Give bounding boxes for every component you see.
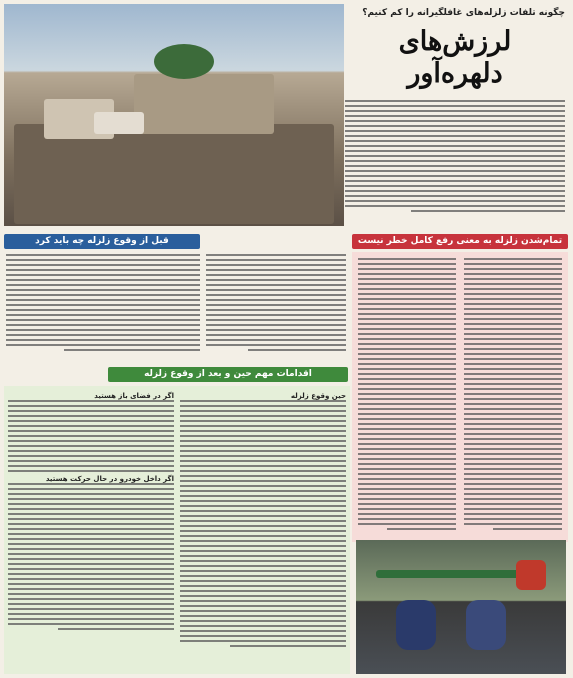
subhead-open-space: اگر در فضای باز هستید <box>94 392 174 400</box>
earthquake-drill-photo <box>356 540 566 674</box>
headline <box>345 26 565 90</box>
section-header-before-quake: قبل از وقوع زلزله چه باید کرد <box>4 234 200 249</box>
subhead-during-quake: حین وقوع زلزله <box>290 392 346 400</box>
before-quake-text <box>6 254 200 354</box>
lead-text <box>345 100 565 215</box>
headline-kicker: چگونه تلفات زلزله‌های غافلگیرانه را کم کنیم؟ <box>362 8 565 18</box>
headline-line-2: دلهره‌آور <box>407 58 503 89</box>
red-panel <box>352 252 568 542</box>
section-header-after-quake: تمام‌شدن زلزله به معنی رفع کامل خطر نیست <box>352 234 568 249</box>
earthquake-ruins-photo <box>4 4 344 226</box>
subhead-in-car: اگر داخل خودرو در حال حرکت هستید <box>45 475 174 483</box>
section-header-during-after: اقدامات مهم حین و بعد از وقوع زلزله <box>108 367 348 382</box>
middle-text <box>206 254 346 354</box>
green-panel <box>4 386 350 674</box>
headline-line-1: لرزش‌های <box>398 26 512 57</box>
